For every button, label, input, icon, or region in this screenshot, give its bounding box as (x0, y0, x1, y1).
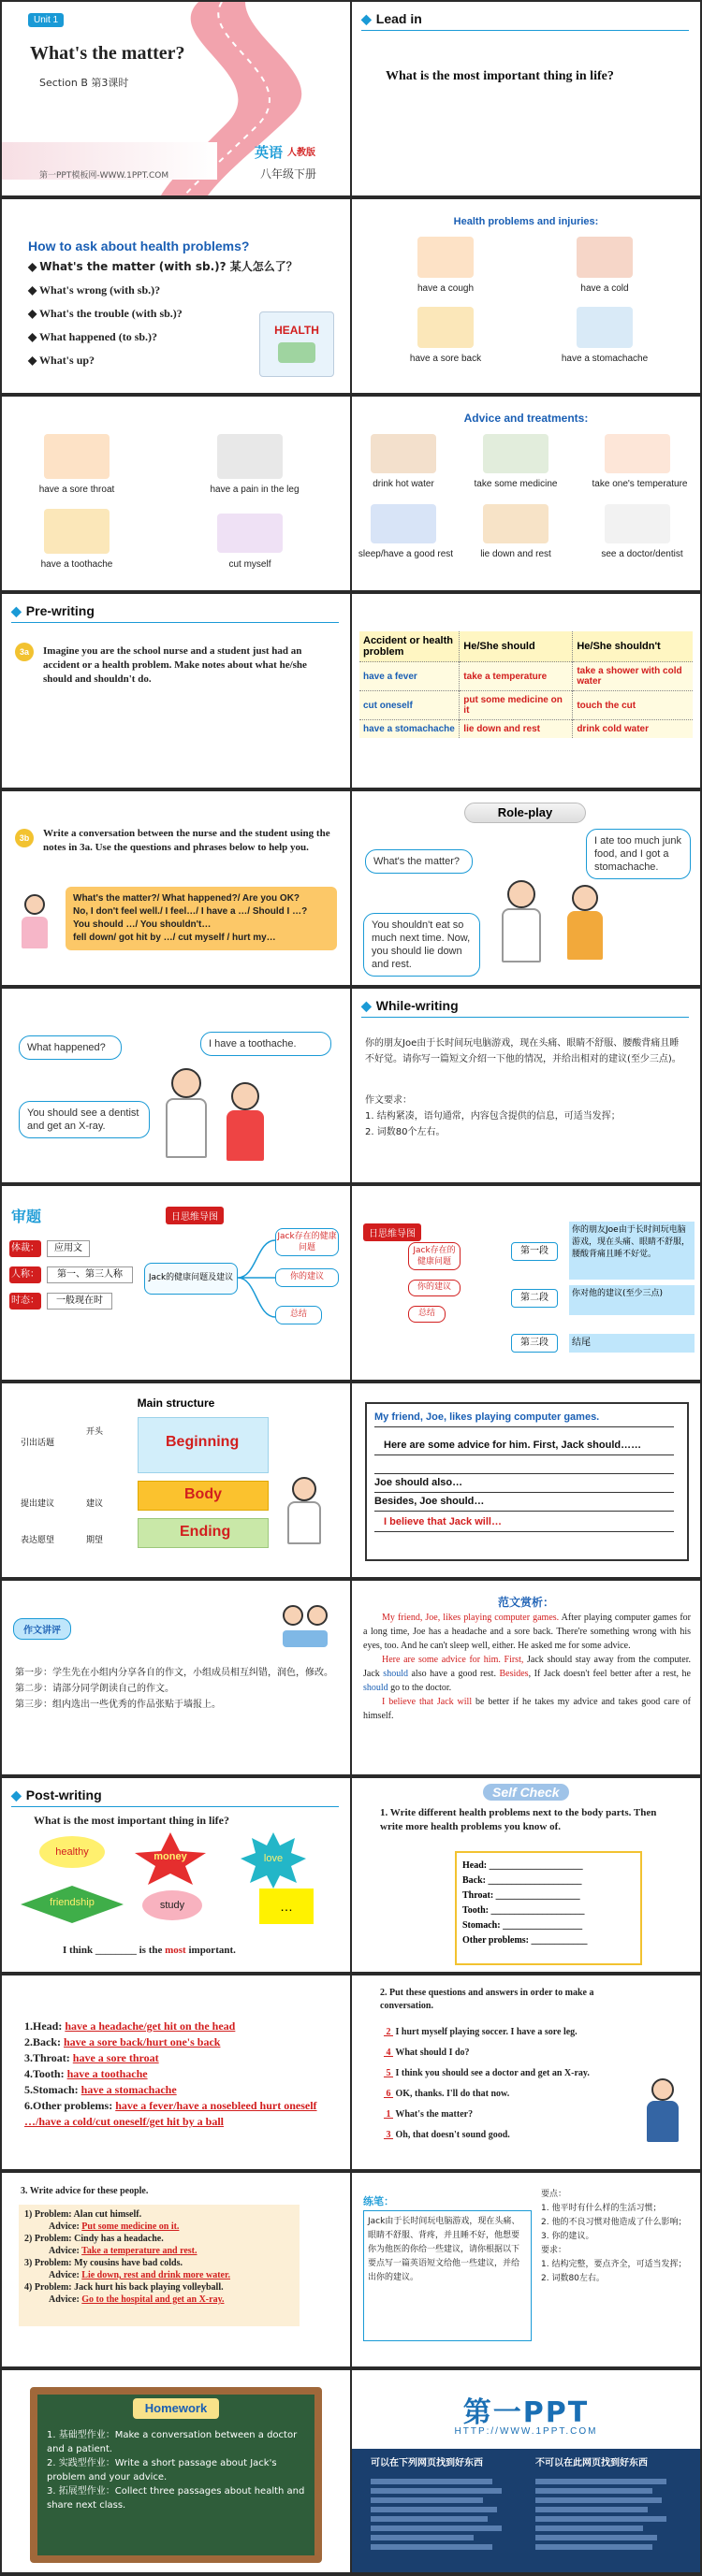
exercise-tag: 3a (15, 643, 34, 661)
body-part-line: Other problems: ____________ (462, 1935, 588, 1946)
ask-item: ◆ What's wrong (with sb.)? (28, 283, 161, 297)
answer-item: 2.Back: have a sore back/hurt one's back (24, 2035, 221, 2048)
genre-value: 应用文 (47, 1240, 90, 1257)
ad-column-title: 可以在下列网页找到好东西 (371, 2458, 483, 2468)
doctor-image (605, 504, 670, 543)
problem-line: 1) Problem: Alan cut himself. (24, 2209, 142, 2220)
table-cell: touch the cut (573, 691, 693, 720)
pre-writing-heading: ◆ Pre-writing (11, 603, 95, 619)
outline-node: 你的建议 (408, 1280, 461, 1296)
table-cell: cut oneself (359, 691, 460, 720)
doctor-figure (647, 2078, 679, 2142)
table-cell: lie down and rest (460, 720, 573, 739)
slide-homework (2, 2370, 350, 2572)
slide-while-writing (352, 989, 700, 1182)
mindmap-connectors (238, 1223, 280, 1345)
value-shape-healthy: healthy (39, 1836, 105, 1868)
practice-requirements (541, 2188, 695, 2286)
essay-paragraph: Here are some advice for him. First, Jack should stay away from the computer. Jack should also have a good rest. Besides, If Jack doesn't feel better after a rest, he should go to the doctor. (363, 1655, 691, 1693)
slide-lead-in (352, 2, 700, 195)
body-part-line: Stomach: _________________ (462, 1920, 583, 1931)
ask-item: ◆ What's the matter (with sb.)? 某人怎么了？ (28, 260, 298, 273)
role-play-heading: Role-play (464, 803, 586, 823)
structure-heading: Main structure (137, 1397, 215, 1410)
outline-node: 总结 (408, 1306, 446, 1323)
ending-label: Ending (180, 1524, 231, 1540)
ad-links-left (371, 2475, 511, 2554)
leg-pain-image (217, 434, 283, 479)
homework-item: 1. 基础型作业：Make a conversation between a doctor and a patient. (47, 2430, 298, 2454)
requirement-item: 2. 词数80左右。 (541, 2274, 605, 2283)
problem-line: 2) Problem: Cindy has a headache. (24, 2234, 164, 2244)
cut-image (217, 514, 283, 553)
slide-writing-frame (352, 1383, 700, 1577)
slide-outline (352, 1186, 700, 1380)
slide-health-problems (352, 199, 700, 393)
advice-caption: sleep/have a good rest (358, 549, 454, 559)
requirement-item: 要点： (541, 2190, 567, 2199)
review-step: 第三步：组内选出一些优秀的作品张贴于墙报上。 (15, 1700, 221, 1710)
ppt-logo: 第一PPT (462, 2396, 590, 2429)
phrase-line: No, I don't feel well./ I feel…/ I have a …/ Should I …? (73, 906, 308, 917)
requirement-item: 1. 结构完整，要点齐全，可适当发挥； (541, 2260, 687, 2269)
practice-text: Jack由于长时间玩电脑游戏，现在头痛、眼睛不舒服、背疼，并且睡不好，他想要你为他医的你给一些建议，请你根据以下要点写一篇英语短文给他一些建议，并给出你的建议。 (363, 2210, 532, 2341)
exercise-tag: 3b (15, 829, 34, 847)
table-row (359, 691, 693, 720)
model-essay-text (363, 1611, 691, 1723)
person-value: 第一、第三人称 (47, 1266, 133, 1283)
edition-label: 人教版 (287, 148, 315, 158)
frame-line: Here are some advice for him. First, Jack should…… (384, 1440, 642, 1451)
value-shape-more: … (259, 1889, 314, 1924)
ask-item: ◆ What's the trouble (with sb.)? (28, 307, 183, 320)
slide-main-structure (2, 1383, 350, 1577)
doctor-figure (287, 1477, 321, 1544)
phrases-box (66, 887, 337, 950)
toothache-image (44, 509, 110, 554)
speech-bubble: You shouldn't eat so much next time. Now, you should lie down and rest. (363, 913, 480, 977)
table-cell: take a temperature (460, 662, 573, 691)
student-figure (567, 885, 603, 960)
homework-heading: Homework (133, 2398, 219, 2419)
table-header-row (359, 631, 693, 662)
mindmap-center: Jack的健康问题及建议 (144, 1263, 238, 1295)
subject-label: 英语 (255, 144, 284, 161)
problem-caption: cut myself (228, 559, 271, 570)
advice-caption: drink hot water (373, 479, 434, 489)
slide-analysis (2, 1186, 350, 1380)
answer-item: 6.Other problems: have a fever/have a nosebleed hurt oneself …/have a cold/cut oneself/get hit by a ball (24, 2099, 317, 2128)
tense-value: 一般现在时 (47, 1293, 112, 1310)
slide-answers-3 (2, 2173, 350, 2366)
requirement-item: 1. 结构紧凑，语句通常，内容包含提供的信息，可适当发挥； (365, 1111, 621, 1122)
self-check-heading: Self Check (483, 1784, 569, 1801)
problem-caption: have a toothache (40, 559, 113, 570)
post-writing-heading: ◆ Post-writing (11, 1787, 102, 1803)
essay-paragraph: I believe that Jack will be better if he takes my advice and takes good care of himself. (363, 1697, 691, 1721)
sleep-image (371, 504, 436, 543)
phrase-line: What's the matter?/ What happened?/ Are you OK? (73, 893, 300, 904)
ad-column-title: 不可以在此网页找到好东西 (535, 2458, 648, 2468)
advice-caption: lie down and rest (480, 549, 551, 559)
problem-line: 3) Problem: My cousins have bad colds. (24, 2258, 183, 2268)
slide-post-writing (2, 1778, 350, 1972)
problem-caption: have a stomachache (561, 354, 649, 364)
problem-caption: have a pain in the leg (210, 485, 300, 495)
slide-advice (352, 397, 700, 590)
requirement-item: 2. 词数80个左右。 (365, 1127, 446, 1137)
paragraph-note: 你对他的建议(至少三点) (569, 1285, 695, 1315)
structure-step: 提出建议 (21, 1499, 55, 1509)
advice-task: 3. Write advice for these people. (21, 2186, 149, 2196)
body-part-line: Head: ____________________ (462, 1860, 583, 1871)
advice-answers (19, 2205, 300, 2326)
slide-ask-health (2, 199, 350, 393)
phrase-line: You should …/ You shouldn't… (73, 919, 212, 930)
table-cell: have a stomachache (359, 720, 460, 739)
phrase-line: fell down/ got hit by …/ cut myself / hurt my… (73, 933, 276, 943)
pre-writing-text: Imagine you are the school nurse and a student just had an accident or a health problem. Make notes about what he/she should and shouldn't do. (43, 645, 307, 685)
order-item: 3 Oh, that doesn't sound good. (386, 2130, 510, 2140)
table-cell: have a fever (359, 662, 460, 691)
paragraph-label: 第三段 (511, 1334, 558, 1353)
frame-line: I believe that Jack will… (384, 1516, 502, 1527)
unit-tag: Unit 1 (28, 13, 64, 27)
model-essay-heading: 范文赏析： (497, 1596, 554, 1609)
structure-part: 开头 (86, 1427, 104, 1437)
stomachache-image (577, 307, 633, 348)
doctor-figure (166, 1068, 207, 1158)
lesson-title: What's the matter? (30, 43, 185, 64)
body-parts-box (455, 1851, 642, 1965)
ask-item: ◆ What's up? (28, 354, 95, 367)
order-item: 1 What's the matter? (386, 2109, 474, 2120)
task-3b-text: Write a conversation between the nurse and the student using the notes in 3a. Use the questions and phrases below to help you. (43, 828, 330, 853)
problem-caption: have a sore back (409, 354, 482, 364)
temperature-image (605, 434, 670, 473)
cold-image (577, 237, 633, 278)
homework-list (47, 2428, 311, 2512)
advice-line: Advice: Put some medicine on it. (49, 2221, 180, 2232)
answer-item: 4.Tooth: have a toothache (24, 2067, 148, 2080)
speech-bubble: You should see a dentist and get an X-ray. (19, 1101, 150, 1138)
homework-item: 2. 实践型作业：Write a short passage about Jack's problem and your advice. (47, 2458, 277, 2482)
mindmap-label: 日思维导图 (363, 1223, 421, 1241)
structure-step: 表达愿望 (21, 1536, 55, 1545)
order-list (384, 2022, 646, 2146)
person-label: 人称： (9, 1266, 41, 1283)
slide-answers-2 (352, 1975, 700, 2169)
ask-item: ◆ What happened (to sb.)? (28, 330, 158, 343)
speech-bubble: I have a toothache. (200, 1032, 331, 1056)
paragraph-label: 第一段 (511, 1242, 558, 1261)
post-writing-question: What is the most important thing in life? (34, 1814, 230, 1827)
slide-self-check (352, 1778, 700, 1972)
table-header: He/She shouldn't (577, 641, 661, 652)
body-part-line: Back: ____________________ (462, 1875, 582, 1886)
requirement-item: 3. 你的建议。 (541, 2232, 594, 2241)
post-writing-sentence: I think ________ is the most important. (63, 1945, 236, 1956)
slide-dialog (2, 989, 350, 1182)
value-shape-money: money (154, 1851, 187, 1862)
students-figure (283, 1605, 328, 1647)
table-cell: take a shower with cold water (573, 662, 693, 691)
problems-heading: Health problems and injuries: (453, 216, 599, 227)
answer-item: 1.Head: have a headache/get hit on the head (24, 2019, 236, 2033)
mindmap-branch: 总结 (275, 1306, 322, 1324)
task-description: 你的朋友Joe由于长时间玩电脑游戏，现在头痛、眼睛不舒服、腰酸背痛且睡不好觉。请你写一篇短文介绍一下他的情况，并给出相对的建议(至少三点)。 (365, 1038, 681, 1064)
answers-list (24, 2019, 333, 2130)
mindmap-label: 日思维导图 (166, 1207, 224, 1224)
requirements (365, 1108, 688, 1140)
answer-item: 5.Stomach: have a stomachache (24, 2083, 177, 2096)
review-tag: 作文讲评 (13, 1618, 71, 1640)
speech-bubble: I ate too much junk food, and I got a stomachache. (586, 829, 691, 879)
slide-notes-table (352, 594, 700, 788)
self-check-task: 1. Write different health problems next to the body parts. Then write more health problems you know of. (380, 1807, 657, 1832)
notes-table (359, 631, 693, 738)
review-step: 第二步：请部分同学朗读自己的作文。 (15, 1684, 174, 1694)
problem-line: 4) Problem: Jack hurt his back playing volleyball. (24, 2282, 224, 2293)
requirement-item: 要求： (541, 2246, 567, 2255)
tense-label: 时态： (9, 1293, 41, 1310)
review-steps (15, 1665, 338, 1713)
lead-in-question: What is the most important thing in life? (386, 69, 614, 83)
speech-bubble: What happened? (19, 1035, 122, 1060)
advice-caption: take one's temperature (592, 479, 688, 489)
table-cell: drink cold water (573, 720, 693, 739)
while-writing-heading: ◆ While-writing (361, 998, 459, 1014)
genre-label: 体裁： (9, 1240, 41, 1257)
answer-item: 3.Throat: have a sore throat (24, 2051, 159, 2064)
structure-step: 引出话题 (21, 1439, 55, 1448)
slide-more-problems (2, 397, 350, 590)
slide-practice (352, 2173, 700, 2366)
section-label: Section B 第3课时 (39, 77, 129, 89)
slide-answers-1 (2, 1975, 350, 2169)
order-task: 2. Put these questions and answers in order to make a conversation. (380, 1988, 594, 2011)
hot-water-image (371, 434, 436, 473)
slide-3b (2, 791, 350, 985)
advice-line: Advice: Lie down, rest and drink more water. (49, 2270, 230, 2280)
lead-in-heading: ◆ Lead in (361, 11, 422, 27)
table-row (359, 662, 693, 691)
order-item: 6 OK, thanks. I'll do that now. (386, 2089, 510, 2099)
table-cell: put some medicine on it (460, 691, 573, 720)
nurse-icon (21, 894, 49, 950)
slide-pre-writing (2, 594, 350, 788)
structure-part: 期望 (86, 1536, 104, 1545)
sore-throat-image (44, 434, 110, 479)
health-image: HEALTH (259, 311, 334, 377)
order-item: 4 What should I do? (386, 2048, 470, 2058)
lie-down-image (483, 504, 548, 543)
table-row (359, 720, 693, 739)
value-shape-friendship: friendship (50, 1897, 95, 1908)
medicine-image (483, 434, 548, 473)
slide-peer-review (2, 1581, 350, 1774)
paragraph-note: 结尾 (569, 1334, 695, 1353)
paragraph-label: 第二段 (511, 1289, 558, 1308)
paragraph-note: 你的朋友Joe由于长时间玩电脑游戏，现在头痛、眼睛不舒服，腰酸背痛且睡不好觉。 (569, 1222, 695, 1280)
mindmap-branch: Jack存在的健康问题 (275, 1228, 339, 1256)
frame-line: Joe should also… (374, 1477, 463, 1488)
ad-links-right (535, 2475, 676, 2554)
order-item: 2 I hurt myself playing soccer. I have a sore leg. (386, 2027, 578, 2037)
ppt-url[interactable]: HTTP://WWW.1PPT.COM (454, 2426, 598, 2437)
ask-heading: How to ask about health problems? (28, 239, 250, 253)
structure-part: 建议 (86, 1499, 104, 1509)
requirement-item: 2. 他的不良习惯对他造成了什么影响； (541, 2218, 687, 2227)
slide-title (2, 2, 350, 195)
slide-role-play (352, 791, 700, 985)
practice-tag: 练笔： (363, 2195, 394, 2207)
site-label: 第一PPT模板网-WWW.1PPT.COM (39, 171, 169, 181)
body-part-line: Tooth: ____________________ (462, 1905, 585, 1916)
advice-heading: Advice and treatments: (463, 412, 589, 425)
frame-line: Besides, Joe should… (374, 1496, 485, 1507)
advice-caption: take some medicine (474, 479, 558, 489)
review-step: 第一步：学生先在小组内分享各自的作文，小组成员相互纠错，润色，修改。 (15, 1668, 333, 1678)
advice-line: Advice: Take a temperature and rest. (49, 2246, 197, 2256)
grade-label: 八年级下册 (260, 167, 317, 181)
slide-ppt-ad (352, 2370, 700, 2572)
value-shape-love: love (263, 1853, 284, 1864)
speech-bubble: What's the matter? (365, 849, 473, 874)
requirements-title: 作文要求： (365, 1095, 412, 1106)
body-label: Body (184, 1486, 222, 1502)
problem-caption: have a cough (417, 283, 475, 294)
patient-figure (227, 1082, 264, 1161)
table-header: Accident or health problem (359, 631, 460, 662)
slide-model-essay (352, 1581, 700, 1774)
requirement-item: 1. 他平时有什么样的生活习惯； (541, 2204, 662, 2213)
analysis-title: 审题 (11, 1208, 42, 1225)
body-part-line: Throat: __________________ (462, 1890, 580, 1901)
advice-caption: see a doctor/dentist (601, 549, 683, 559)
problem-caption: have a cold (580, 283, 629, 294)
doctor-figure (502, 880, 541, 962)
table-header: He/She should (460, 631, 573, 662)
essay-paragraph: My friend, Joe, likes playing computer games. After playing computer games for a long time, Joe has a headache and a sore back. There're something wrong with his eyes, too. And he can't sleep well, either. He asked me for some advice. (363, 1613, 691, 1651)
cough-image (417, 237, 474, 278)
beginning-label: Beginning (166, 1434, 240, 1450)
advice-line: Advice: Go to the hospital and get an X-ray. (49, 2294, 225, 2305)
problem-caption: have a sore throat (38, 485, 115, 495)
frame-line: My friend, Joe, likes playing computer games. (374, 1411, 600, 1423)
mindmap-branch: 你的建议 (275, 1268, 339, 1287)
value-shape-study: study (142, 1890, 202, 1920)
outline-node: Jack存在的健康问题 (408, 1242, 461, 1270)
homework-item: 3. 拓展型作业：Collect three passages about health and share next class. (47, 2486, 305, 2511)
order-item: 5 I think you should see a doctor and get an X-ray. (386, 2068, 590, 2078)
sore-back-image (417, 307, 474, 348)
